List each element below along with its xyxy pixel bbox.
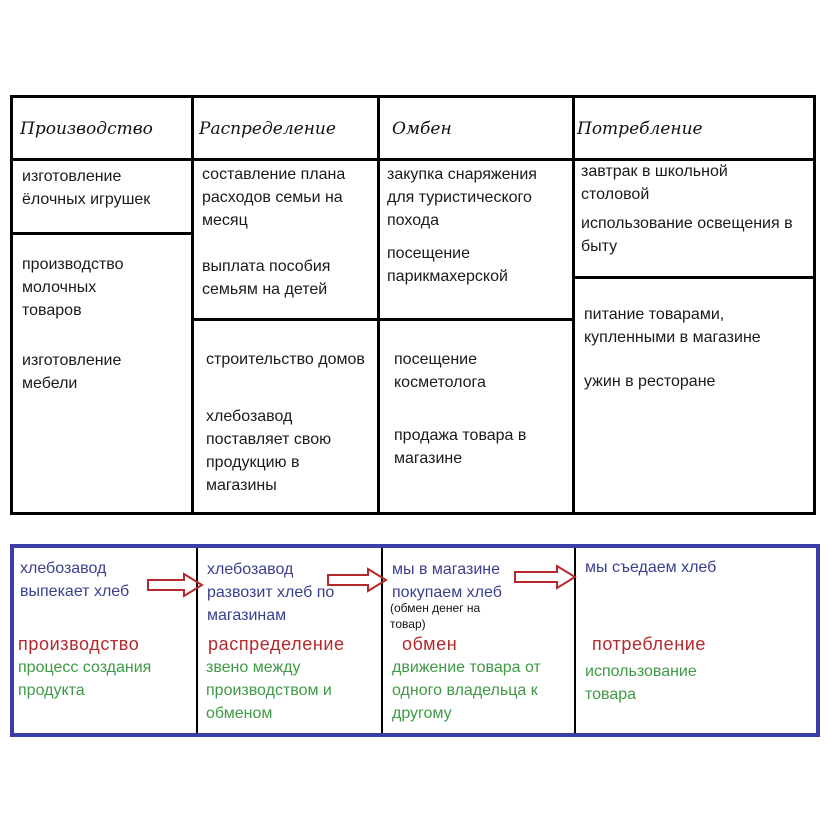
arrow-icon [146,572,204,598]
cell-text: хлебозавод поставляет свою продукцию в магазины [206,408,332,494]
cell-text: выплата пособия семьям на детей [202,258,331,298]
definition-consumption: использование товара [585,663,697,703]
cell-text: посещение парикмахерской [387,245,508,285]
cell-text: закупка снаряжения для туристического похода [387,166,537,229]
definition-exchange: движение товара от одного владельца к другому [392,659,541,722]
cell-text: строительство домов [206,351,365,368]
cell-text: использование освещения в быту [581,215,793,255]
header-distribution: Распределение [199,119,336,139]
arrow-icon [513,564,577,590]
term-distribution: распределение [208,634,345,654]
cell-text: питание товарами, купленными в магазине [584,306,761,346]
term-exchange: обмен [402,634,458,654]
header-consumption: Потребление [577,119,703,139]
cell-text: ужин в ресторане [584,373,716,390]
cell-text: изготовление ёлочных игрушек [22,168,151,208]
exchange-note: (обмен денег на товар) [390,601,481,631]
example-production: хлебозавод выпекает хлеб [20,560,130,600]
cell-text: изготовление мебели [22,352,122,392]
cell-text: составление плана расходов семьи на месяц [202,166,346,229]
definition-distribution: звено между производством и обменом [206,659,332,722]
cell-text: завтрак в школьной столовой [581,163,728,203]
example-consumption: мы съедаем хлеб [585,559,717,576]
arrow-icon [326,567,388,593]
term-consumption: потребление [592,634,707,654]
cell-text: продажа товара в магазине [394,427,527,467]
cell-text: производство молочных товаров [22,256,124,319]
example-distribution: хлебозавод развозит хлеб по магазинам [207,561,335,624]
definition-production: процесс создания продукта [18,659,152,699]
example-exchange: мы в магазине покупаем хлеб [392,561,502,601]
term-production: производство [18,634,140,654]
header-production: Производство [20,119,153,139]
header-exchange: Омбен [392,119,452,139]
cell-text: посещение косметолога [394,351,486,391]
